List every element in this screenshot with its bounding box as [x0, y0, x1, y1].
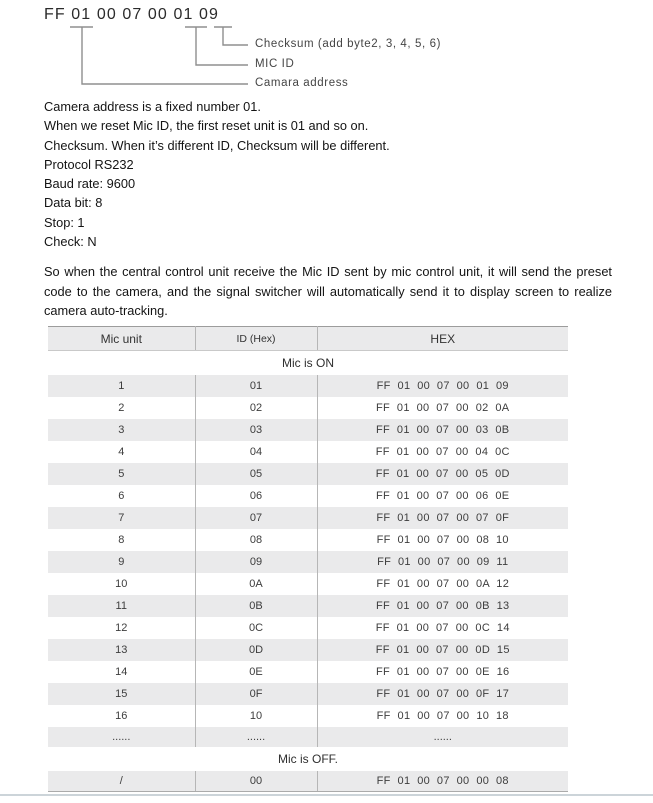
table-cell: 0B	[195, 595, 317, 617]
table-header-row	[48, 327, 568, 351]
table-cell: FF 01 00 07 00 06 0E	[317, 485, 568, 507]
table-cell: 9	[48, 551, 195, 573]
table-cell: ......	[195, 727, 317, 747]
table-row	[48, 441, 568, 463]
table-cell: FF 01 00 07 00 08 10	[317, 529, 568, 551]
table-cell: 12	[115, 621, 128, 634]
table-cell: 04	[195, 441, 317, 463]
table-row	[48, 397, 568, 419]
table-cell: FF 01 00 07 00 0F 17	[317, 683, 568, 705]
table-cell: 4	[118, 445, 125, 458]
table-cell: 02	[195, 397, 317, 419]
table-row	[48, 595, 568, 617]
table-cell: FF 01 00 07 00 0C 14	[317, 617, 568, 639]
table-cell: /	[48, 771, 195, 792]
table-cell: ......	[317, 727, 568, 747]
table-cell: 2	[118, 401, 125, 414]
table-cell: 14	[115, 665, 128, 678]
column-header: Mic unit	[48, 327, 195, 351]
table-row	[48, 771, 568, 792]
table-row	[48, 507, 568, 529]
note-line: Protocol RS232	[44, 156, 134, 172]
table-cell: 3	[48, 419, 195, 441]
table-cell: FF 01 00 07 00 0E 16	[317, 661, 568, 683]
table-cell: 0D	[195, 639, 317, 661]
table-cell: 01	[195, 375, 317, 397]
note-line: Data bit: 8	[44, 195, 103, 211]
note-line: Check: N	[44, 234, 97, 250]
section-label: Mic is OFF.	[48, 747, 568, 771]
table-row	[48, 375, 568, 397]
checksum-label: Checksum (add byte2, 3, 4, 5, 6)	[255, 38, 442, 50]
page-bottom-rule	[0, 794, 653, 796]
table-cell: 03	[195, 419, 317, 441]
table-cell: FF 01 00 07 00 04 0C	[317, 441, 568, 463]
table-cell: 08	[195, 529, 317, 551]
table-cell: FF 01 00 07 00 09 11	[317, 551, 568, 573]
table-cell: FF 01 00 07 00 05 0D	[317, 463, 568, 485]
section-mic-off	[48, 747, 568, 771]
table-cell: 16	[115, 709, 128, 722]
table-cell: 1	[48, 375, 195, 397]
table-row	[48, 661, 568, 683]
table-cell: 00	[195, 771, 317, 792]
table-cell: FF 01 00 07 00 03 0B	[317, 419, 568, 441]
table-cell: 0A	[195, 573, 317, 595]
table-cell: 05	[195, 463, 317, 485]
section-label: Mic is ON	[48, 351, 568, 375]
mic-hex-table	[48, 326, 568, 792]
table-cell: 0C	[195, 617, 317, 639]
hex-code-heading: FF 01 00 07 00 01 09	[44, 6, 219, 23]
table-row	[48, 617, 568, 639]
table-cell: 06	[195, 485, 317, 507]
table-cell: 10	[195, 705, 317, 727]
table-cell: 15	[48, 683, 195, 705]
note-line: When we reset Mic ID, the first reset unit is 01 and so on.	[44, 118, 369, 134]
ellipsis-row	[48, 727, 568, 747]
protocol-notes	[44, 97, 653, 251]
table-cell: 0F	[195, 683, 317, 705]
table-cell: FF 01 00 07 00 0D 15	[317, 639, 568, 661]
table-cell: FF 01 00 07 00 07 0F	[317, 507, 568, 529]
hex-code-diagram	[0, 0, 653, 96]
table-cell: FF 01 00 07 00 10 18	[317, 705, 568, 727]
section-mic-on	[48, 351, 568, 375]
note-line: Baud rate: 9600	[44, 176, 136, 192]
column-header: ID (Hex)	[195, 327, 317, 351]
note-line: Camera address is a fixed number 01.	[44, 99, 261, 114]
table-cell: FF 01 00 07 00 02 0A	[317, 397, 568, 419]
table-cell: FF 01 00 07 00 0A 12	[317, 573, 568, 595]
table-cell: 7	[48, 507, 195, 529]
table-row	[48, 683, 568, 705]
table-row	[48, 551, 568, 573]
table-cell: ......	[48, 727, 195, 747]
table-cell: 5	[48, 463, 195, 485]
table-cell: 13	[48, 639, 195, 661]
table-cell: 11	[48, 595, 195, 617]
table-row	[48, 485, 568, 507]
table-cell: 10	[115, 577, 128, 590]
table-row	[48, 639, 568, 661]
mic-id-label: MIC ID	[255, 58, 295, 70]
table-row	[48, 463, 568, 485]
table-row	[48, 419, 568, 441]
table-cell: 0E	[195, 661, 317, 683]
table-cell: FF 01 00 07 00 00 08	[317, 771, 568, 792]
note-line: Stop: 1	[44, 214, 85, 230]
table-cell: 6	[118, 489, 125, 502]
table-cell: 09	[195, 551, 317, 573]
table-cell: FF 01 00 07 00 0B 13	[317, 595, 568, 617]
camera-address-label: Camara address	[255, 77, 349, 89]
note-line: Checksum. When it’s different ID, Checksum will be different.	[44, 137, 390, 153]
table-cell: FF 01 00 07 00 01 09	[317, 375, 568, 397]
table-row	[48, 529, 568, 551]
table-cell: 8	[118, 533, 125, 546]
column-header: HEX	[317, 327, 568, 351]
table-row	[48, 705, 568, 727]
description-paragraph: So when the central control unit receive the Mic ID sent by mic control unit, it will send the preset code to the camera, and the signal switcher will automatically send it to display screen to realize camera auto-tracking.	[44, 264, 612, 318]
table-row	[48, 573, 568, 595]
table-cell: 07	[195, 507, 317, 529]
